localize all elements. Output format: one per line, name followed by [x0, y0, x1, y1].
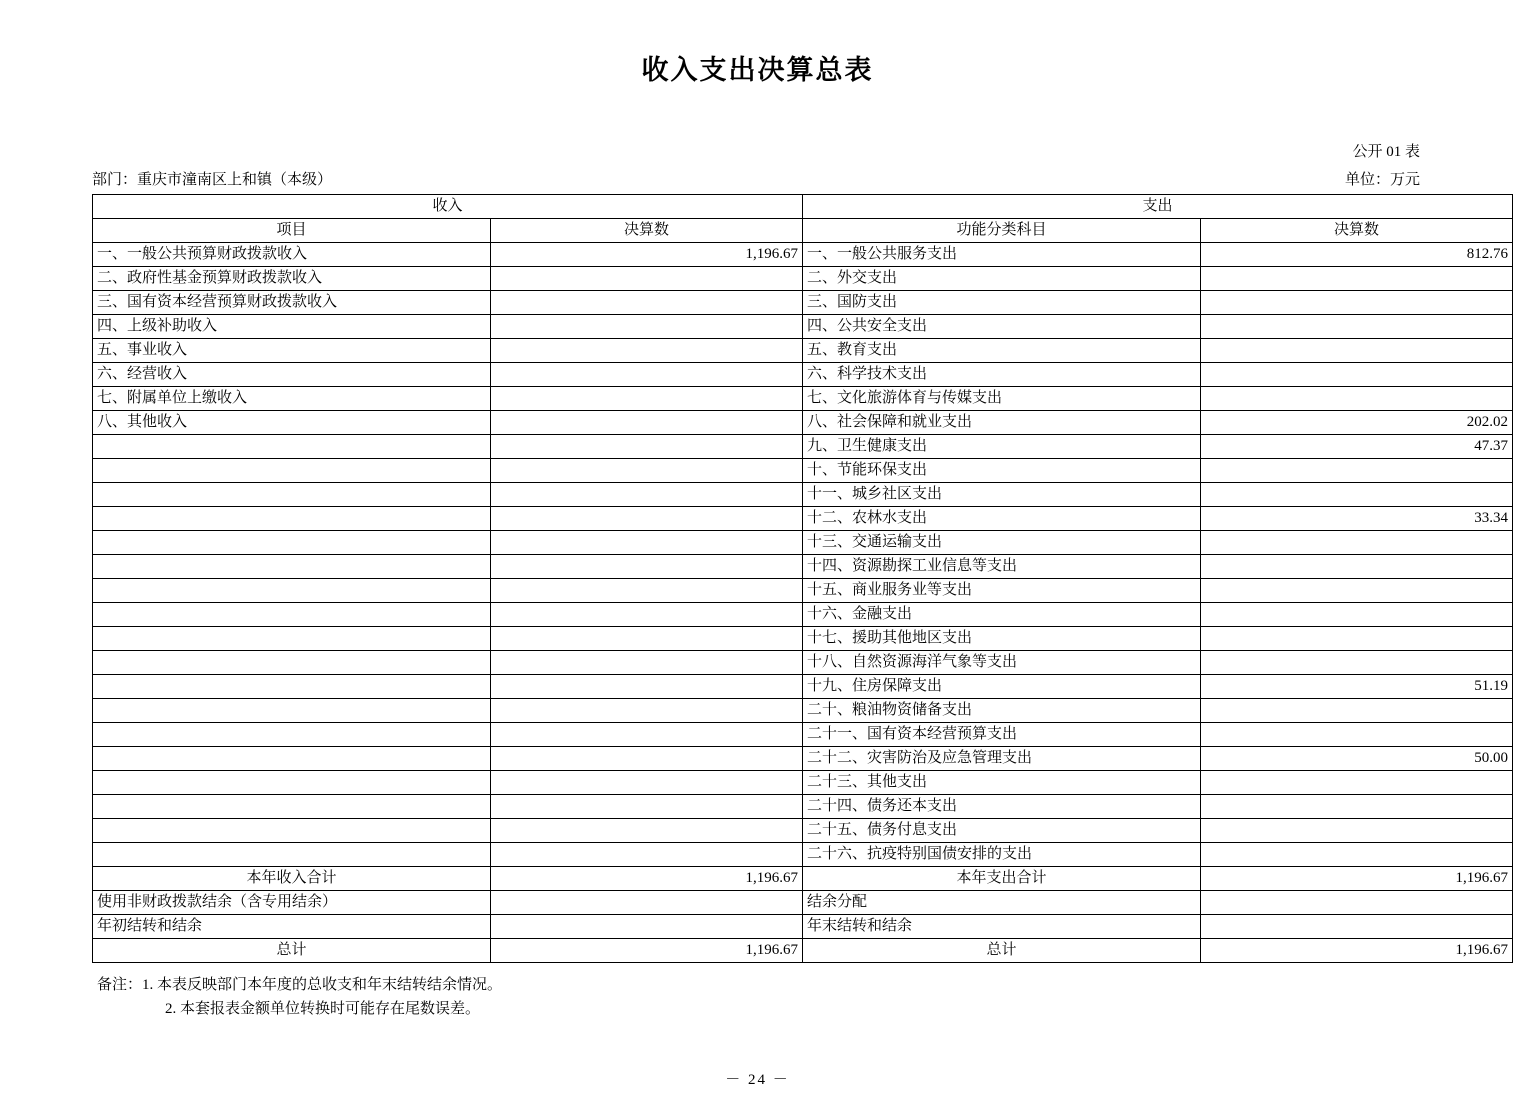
cell-exp-value — [1201, 579, 1513, 603]
table-row — [93, 699, 1513, 723]
cell-exp-label: 四、公共安全支出 — [803, 315, 1201, 339]
cell-income-label — [93, 843, 491, 867]
table-row — [93, 411, 1513, 435]
cell-exp-value — [1201, 459, 1513, 483]
notes-text-2: 2. 本套报表金额单位转换时可能存在尾数误差。 — [165, 1001, 481, 1017]
cell-exp-value — [1201, 267, 1513, 291]
cell-income-value — [491, 579, 803, 603]
cell-exp-label: 十九、住房保障支出 — [803, 675, 1201, 699]
cell-income-label: 七、附属单位上缴收入 — [93, 387, 491, 411]
table-row — [93, 555, 1513, 579]
cell-exp-label: 二十二、灾害防治及应急管理支出 — [803, 747, 1201, 771]
cell-exp-value — [1201, 723, 1513, 747]
cell-income-label: 使用非财政拨款结余（含专用结余） — [93, 891, 491, 915]
cell-income-value — [491, 651, 803, 675]
cell-income-label — [93, 555, 491, 579]
cell-income-value — [491, 723, 803, 747]
cell-income-label — [93, 627, 491, 651]
table-row — [93, 435, 1513, 459]
cell-exp-value — [1201, 387, 1513, 411]
cell-exp-value — [1201, 891, 1513, 915]
cell-exp-label: 三、国防支出 — [803, 291, 1201, 315]
table-row — [93, 363, 1513, 387]
cell-income-label — [93, 771, 491, 795]
cell-income-value — [491, 339, 803, 363]
cell-exp-value — [1201, 363, 1513, 387]
table-row — [93, 531, 1513, 555]
cell-exp-value — [1201, 795, 1513, 819]
cell-exp-value — [1201, 555, 1513, 579]
cell-income-value — [491, 435, 803, 459]
cell-exp-label: 二十、粮油物资储备支出 — [803, 699, 1201, 723]
cell-income-value — [491, 843, 803, 867]
cell-exp-value — [1201, 627, 1513, 651]
cell-income-label: 二、政府性基金预算财政拨款收入 — [93, 267, 491, 291]
cell-income-value — [491, 315, 803, 339]
budget-summary-table — [92, 194, 1513, 963]
cell-exp-label: 十三、交通运输支出 — [803, 531, 1201, 555]
table-summary-row — [93, 891, 1513, 915]
notes-line-1 — [97, 973, 502, 997]
cell-exp-value: 33.34 — [1201, 507, 1513, 531]
notes-text-1: 1. 本表反映部门本年度的总收支和年末结转结余情况。 — [142, 977, 503, 993]
cell-income-value — [491, 819, 803, 843]
cell-exp-value: 51.19 — [1201, 675, 1513, 699]
cell-income-value — [491, 507, 803, 531]
document-page — [0, 48, 1515, 1117]
cell-exp-label: 一、一般公共服务支出 — [803, 243, 1201, 267]
column-header-income-amount: 决算数 — [491, 219, 803, 243]
cell-exp-label: 年末结转和结余 — [803, 915, 1201, 939]
cell-exp-label: 二十四、债务还本支出 — [803, 795, 1201, 819]
table-row — [93, 723, 1513, 747]
column-header-income-item: 项目 — [93, 219, 491, 243]
cell-income-value: 1,196.67 — [491, 243, 803, 267]
table-row — [93, 291, 1513, 315]
table-summary-row — [93, 915, 1513, 939]
page-title: 收入支出决算总表 — [641, 55, 874, 85]
cell-income-value — [491, 411, 803, 435]
cell-exp-label: 十四、资源勘探工业信息等支出 — [803, 555, 1201, 579]
cell-income-value — [491, 531, 803, 555]
cell-exp-label: 二十六、抗疫特别国债安排的支出 — [803, 843, 1201, 867]
page-number: － 24 － — [725, 1072, 790, 1088]
table-row — [93, 651, 1513, 675]
cell-exp-label: 二十一、国有资本经营预算支出 — [803, 723, 1201, 747]
cell-exp-label: 十二、农林水支出 — [803, 507, 1201, 531]
cell-exp-label: 十六、金融支出 — [803, 603, 1201, 627]
table-column-header-row — [93, 219, 1513, 243]
table-row — [93, 747, 1513, 771]
cell-income-label — [93, 507, 491, 531]
cell-income-label: 五、事业收入 — [93, 339, 491, 363]
table-summary-row — [93, 867, 1513, 891]
cell-exp-value: 812.76 — [1201, 243, 1513, 267]
cell-income-value — [491, 387, 803, 411]
cell-income-label — [93, 675, 491, 699]
cell-income-value — [491, 291, 803, 315]
table-row — [93, 819, 1513, 843]
cell-exp-label: 六、科学技术支出 — [803, 363, 1201, 387]
cell-income-value — [491, 675, 803, 699]
cell-income-label: 本年收入合计 — [93, 867, 491, 891]
cell-exp-value: 50.00 — [1201, 747, 1513, 771]
cell-income-label — [93, 579, 491, 603]
cell-income-value — [491, 891, 803, 915]
table-row — [93, 387, 1513, 411]
cell-income-label — [93, 603, 491, 627]
notes-block — [97, 973, 502, 1021]
cell-income-value — [491, 363, 803, 387]
cell-income-value — [491, 915, 803, 939]
table-row — [93, 795, 1513, 819]
table-row — [93, 603, 1513, 627]
cell-income-label — [93, 819, 491, 843]
cell-exp-value — [1201, 699, 1513, 723]
cell-exp-value — [1201, 819, 1513, 843]
cell-exp-value — [1201, 483, 1513, 507]
table-row — [93, 843, 1513, 867]
cell-income-label — [93, 723, 491, 747]
table-row — [93, 507, 1513, 531]
cell-income-label — [93, 459, 491, 483]
cell-exp-label: 九、卫生健康支出 — [803, 435, 1201, 459]
table-row — [93, 483, 1513, 507]
cell-exp-value: 202.02 — [1201, 411, 1513, 435]
table-row — [93, 579, 1513, 603]
cell-income-label — [93, 651, 491, 675]
cell-income-value: 1,196.67 — [491, 939, 803, 963]
cell-exp-value — [1201, 771, 1513, 795]
notes-line-2 — [119, 997, 502, 1021]
cell-income-value — [491, 483, 803, 507]
cell-exp-label: 十八、自然资源海洋气象等支出 — [803, 651, 1201, 675]
column-header-exp-item: 功能分类科目 — [803, 219, 1201, 243]
cell-income-label: 总计 — [93, 939, 491, 963]
cell-income-value — [491, 555, 803, 579]
cell-exp-label: 十七、援助其他地区支出 — [803, 627, 1201, 651]
cell-exp-value — [1201, 339, 1513, 363]
cell-income-label — [93, 747, 491, 771]
cell-exp-label: 二十三、其他支出 — [803, 771, 1201, 795]
cell-income-value — [491, 459, 803, 483]
table-row — [93, 675, 1513, 699]
cell-income-label: 年初结转和结余 — [93, 915, 491, 939]
table-row — [93, 267, 1513, 291]
cell-exp-label: 十、节能环保支出 — [803, 459, 1201, 483]
cell-income-value — [491, 795, 803, 819]
cell-exp-label: 二、外交支出 — [803, 267, 1201, 291]
cell-exp-value: 1,196.67 — [1201, 939, 1513, 963]
cell-income-label — [93, 531, 491, 555]
cell-exp-label: 十一、城乡社区支出 — [803, 483, 1201, 507]
table-row — [93, 315, 1513, 339]
cell-income-label: 八、其他收入 — [93, 411, 491, 435]
cell-exp-value — [1201, 531, 1513, 555]
cell-income-value — [491, 699, 803, 723]
table-row — [93, 771, 1513, 795]
cell-exp-label: 八、社会保障和就业支出 — [803, 411, 1201, 435]
cell-exp-value — [1201, 315, 1513, 339]
unit-label: 单位：万元 — [1344, 172, 1420, 188]
table-row — [93, 627, 1513, 651]
cell-exp-value — [1201, 915, 1513, 939]
cell-exp-label: 五、教育支出 — [803, 339, 1201, 363]
cell-income-label: 三、国有资本经营预算财政拨款收入 — [93, 291, 491, 315]
cell-income-value — [491, 603, 803, 627]
cell-income-label — [93, 699, 491, 723]
cell-income-label: 六、经营收入 — [93, 363, 491, 387]
table-summary-row — [93, 939, 1513, 963]
cell-exp-value — [1201, 843, 1513, 867]
cell-exp-label: 本年支出合计 — [803, 867, 1201, 891]
cell-exp-label: 总计 — [803, 939, 1201, 963]
cell-income-label: 一、一般公共预算财政拨款收入 — [93, 243, 491, 267]
cell-income-value — [491, 747, 803, 771]
cell-income-label — [93, 795, 491, 819]
cell-exp-value: 47.37 — [1201, 435, 1513, 459]
cell-exp-label: 十五、商业服务业等支出 — [803, 579, 1201, 603]
cell-exp-value — [1201, 603, 1513, 627]
cell-exp-value — [1201, 651, 1513, 675]
column-header-exp-amount: 决算数 — [1201, 219, 1513, 243]
department-line: 部门：重庆市潼南区上和镇（本级） — [92, 172, 333, 188]
table-group-header-row — [93, 195, 1513, 219]
table-row — [93, 339, 1513, 363]
cell-income-value — [491, 771, 803, 795]
cell-income-label — [93, 435, 491, 459]
cell-income-value — [491, 627, 803, 651]
cell-exp-label: 二十五、债务付息支出 — [803, 819, 1201, 843]
cell-exp-value: 1,196.67 — [1201, 867, 1513, 891]
form-code: 公开 01 表 — [1352, 144, 1420, 160]
cell-income-label — [93, 483, 491, 507]
group-header-income: 收入 — [93, 195, 803, 219]
cell-income-value: 1,196.67 — [491, 867, 803, 891]
cell-exp-value — [1201, 291, 1513, 315]
group-header-expenditure: 支出 — [803, 195, 1513, 219]
cell-income-value — [491, 267, 803, 291]
table-row — [93, 459, 1513, 483]
cell-income-label: 四、上级补助收入 — [93, 315, 491, 339]
table-row — [93, 243, 1513, 267]
cell-exp-label: 结余分配 — [803, 891, 1201, 915]
notes-label: 备注： — [97, 977, 143, 993]
cell-exp-label: 七、文化旅游体育与传媒支出 — [803, 387, 1201, 411]
